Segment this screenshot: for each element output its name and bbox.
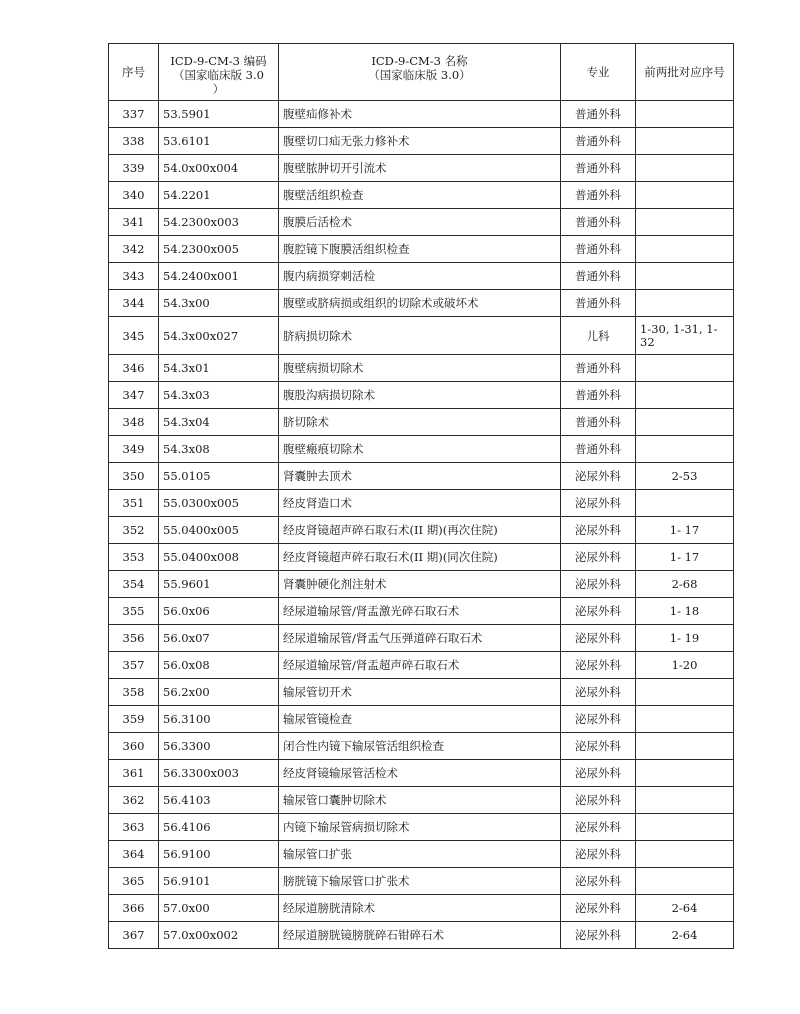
row-number: 353 [109,544,159,571]
previous-batch-ref [636,101,734,128]
previous-batch-ref [636,355,734,382]
row-number: 340 [109,182,159,209]
procedure-name: 输尿管切开术 [279,679,561,706]
table-row [109,317,734,355]
procedure-name: 腹壁病损切除术 [279,355,561,382]
table-row [109,263,734,290]
previous-batch-ref [636,814,734,841]
procedure-name: 经尿道输尿管/肾盂超声碎石取石术 [279,652,561,679]
icd-code: 53.5901 [159,101,279,128]
previous-batch-ref [636,841,734,868]
header-code-line2: （国家临床版 3.0 [173,68,264,82]
previous-batch-ref: 1- 17 [636,544,734,571]
row-number: 337 [109,101,159,128]
icd-code: 55.0300x005 [159,490,279,517]
specialty: 泌尿外科 [561,733,636,760]
table-row [109,760,734,787]
icd-code: 54.2300x005 [159,236,279,263]
previous-batch-ref: 1- 19 [636,625,734,652]
row-number: 347 [109,382,159,409]
specialty: 普通外科 [561,290,636,317]
row-number: 360 [109,733,159,760]
row-number: 358 [109,679,159,706]
row-number: 348 [109,409,159,436]
icd-code: 54.3x03 [159,382,279,409]
row-number: 355 [109,598,159,625]
procedure-name: 输尿管镜检查 [279,706,561,733]
icd-code: 56.4106 [159,814,279,841]
table-row [109,841,734,868]
procedure-table [108,43,734,949]
table-row [109,895,734,922]
table-row [109,652,734,679]
icd-code: 56.0x07 [159,625,279,652]
row-number: 352 [109,517,159,544]
procedure-name: 肾囊肿去顶术 [279,463,561,490]
header-name-line1: ICD-9-CM-3 名称 [371,54,468,68]
specialty: 普通外科 [561,436,636,463]
icd-code: 56.0x06 [159,598,279,625]
specialty: 泌尿外科 [561,922,636,949]
icd-code: 56.3100 [159,706,279,733]
specialty: 儿科 [561,317,636,355]
previous-batch-ref [636,209,734,236]
procedure-name: 腹腔镜下腹膜活组织检查 [279,236,561,263]
header-name-line2: （国家临床版 3.0） [368,68,471,82]
table-row [109,463,734,490]
previous-batch-ref [636,236,734,263]
specialty: 普通外科 [561,182,636,209]
specialty: 普通外科 [561,263,636,290]
specialty: 泌尿外科 [561,517,636,544]
table-row [109,922,734,949]
procedure-name: 腹壁活组织检查 [279,182,561,209]
previous-batch-ref [636,436,734,463]
specialty: 普通外科 [561,382,636,409]
icd-code: 54.0x00x004 [159,155,279,182]
previous-batch-ref [636,490,734,517]
row-number: 365 [109,868,159,895]
previous-batch-ref: 1-30, 1-31, 1-32 [636,317,734,355]
header-code-line3: ） [212,82,225,96]
specialty: 泌尿外科 [561,625,636,652]
row-number: 357 [109,652,159,679]
specialty: 泌尿外科 [561,868,636,895]
table-row [109,544,734,571]
icd-code: 54.3x01 [159,355,279,382]
previous-batch-ref [636,155,734,182]
specialty: 普通外科 [561,155,636,182]
previous-batch-ref [636,409,734,436]
icd-code: 55.9601 [159,571,279,598]
table-row [109,209,734,236]
icd-code: 56.0x08 [159,652,279,679]
table-row [109,517,734,544]
specialty: 泌尿外科 [561,544,636,571]
specialty: 泌尿外科 [561,490,636,517]
procedure-name: 腹膜后活检术 [279,209,561,236]
procedure-name: 经尿道膀胱清除术 [279,895,561,922]
icd-code: 54.2201 [159,182,279,209]
icd-code: 57.0x00x002 [159,922,279,949]
icd-code: 55.0105 [159,463,279,490]
icd-code: 54.3x08 [159,436,279,463]
table-row [109,182,734,209]
row-number: 359 [109,706,159,733]
row-number: 351 [109,490,159,517]
row-number: 367 [109,922,159,949]
previous-batch-ref [636,679,734,706]
table-row [109,290,734,317]
specialty: 普通外科 [561,128,636,155]
previous-batch-ref: 1-20 [636,652,734,679]
table-row [109,155,734,182]
row-number: 345 [109,317,159,355]
header-no: 序号 [109,44,159,101]
procedure-name: 腹壁疝修补术 [279,101,561,128]
table-row [109,706,734,733]
specialty: 普通外科 [561,409,636,436]
table-body [109,101,734,949]
row-number: 339 [109,155,159,182]
procedure-name: 脐切除术 [279,409,561,436]
header-prev: 前两批对应序号 [636,44,734,101]
specialty: 泌尿外科 [561,598,636,625]
previous-batch-ref [636,128,734,155]
row-number: 341 [109,209,159,236]
specialty: 泌尿外科 [561,814,636,841]
specialty: 泌尿外科 [561,787,636,814]
row-number: 361 [109,760,159,787]
procedure-name: 腹内病损穿刺活检 [279,263,561,290]
row-number: 366 [109,895,159,922]
table-row [109,236,734,263]
row-number: 356 [109,625,159,652]
specialty: 泌尿外科 [561,706,636,733]
procedure-name: 经尿道膀胱镜膀胱碎石钳碎石术 [279,922,561,949]
procedure-name: 经尿道输尿管/肾盂激光碎石取石术 [279,598,561,625]
table-row [109,787,734,814]
row-number: 344 [109,290,159,317]
procedure-name: 经皮肾镜超声碎石取石术(II 期)(同次住院) [279,544,561,571]
icd-code: 54.2400x001 [159,263,279,290]
previous-batch-ref: 2-64 [636,922,734,949]
row-number: 342 [109,236,159,263]
procedure-name: 输尿管口囊肿切除术 [279,787,561,814]
previous-batch-ref: 1- 17 [636,517,734,544]
previous-batch-ref: 2-64 [636,895,734,922]
row-number: 338 [109,128,159,155]
header-row [109,44,734,101]
previous-batch-ref [636,733,734,760]
table-row [109,598,734,625]
previous-batch-ref: 2-68 [636,571,734,598]
specialty: 普通外科 [561,209,636,236]
specialty: 泌尿外科 [561,571,636,598]
row-number: 350 [109,463,159,490]
previous-batch-ref: 1- 18 [636,598,734,625]
procedure-name: 腹股沟病损切除术 [279,382,561,409]
table-row [109,733,734,760]
table-row [109,490,734,517]
procedure-name: 膀胱镜下输尿管口扩张术 [279,868,561,895]
header-code [159,44,279,101]
icd-code: 54.3x00x027 [159,317,279,355]
icd-code: 56.2x00 [159,679,279,706]
procedure-name: 腹壁脓肿切开引流术 [279,155,561,182]
specialty: 普通外科 [561,101,636,128]
procedure-name: 腹壁切口疝无张力修补术 [279,128,561,155]
icd-code: 54.3x04 [159,409,279,436]
row-number: 343 [109,263,159,290]
specialty: 泌尿外科 [561,463,636,490]
icd-code: 53.6101 [159,128,279,155]
header-specialty: 专业 [561,44,636,101]
procedure-name: 闭合性内镜下输尿管活组织检查 [279,733,561,760]
table-row [109,436,734,463]
specialty: 普通外科 [561,355,636,382]
icd-code: 54.3x00 [159,290,279,317]
procedure-name: 肾囊肿硬化剂注射术 [279,571,561,598]
procedure-name: 经尿道输尿管/肾盂气压弹道碎石取石术 [279,625,561,652]
procedure-table-page [108,43,733,949]
procedure-name: 经皮肾镜超声碎石取石术(II 期)(再次住院) [279,517,561,544]
icd-code: 55.0400x008 [159,544,279,571]
icd-code: 57.0x00 [159,895,279,922]
table-row [109,868,734,895]
table-row [109,382,734,409]
procedure-name: 输尿管口扩张 [279,841,561,868]
header-name [279,44,561,101]
table-row [109,571,734,598]
table-row [109,128,734,155]
table-row [109,814,734,841]
icd-code: 56.3300 [159,733,279,760]
table-row [109,679,734,706]
header-code-line1: ICD-9-CM-3 编码 [170,54,267,68]
specialty: 泌尿外科 [561,841,636,868]
specialty: 泌尿外科 [561,652,636,679]
icd-code: 55.0400x005 [159,517,279,544]
icd-code: 56.9100 [159,841,279,868]
icd-code: 54.2300x003 [159,209,279,236]
specialty: 泌尿外科 [561,895,636,922]
table-row [109,355,734,382]
row-number: 354 [109,571,159,598]
previous-batch-ref [636,182,734,209]
icd-code: 56.3300x003 [159,760,279,787]
row-number: 346 [109,355,159,382]
procedure-name: 脐病损切除术 [279,317,561,355]
row-number: 364 [109,841,159,868]
previous-batch-ref [636,760,734,787]
procedure-name: 经皮肾镜输尿管活检术 [279,760,561,787]
icd-code: 56.4103 [159,787,279,814]
procedure-name: 经皮肾造口术 [279,490,561,517]
row-number: 362 [109,787,159,814]
table-row [109,625,734,652]
icd-code: 56.9101 [159,868,279,895]
row-number: 349 [109,436,159,463]
specialty: 普通外科 [561,236,636,263]
previous-batch-ref [636,290,734,317]
procedure-name: 腹壁瘢痕切除术 [279,436,561,463]
table-row [109,101,734,128]
previous-batch-ref [636,382,734,409]
previous-batch-ref: 2-53 [636,463,734,490]
previous-batch-ref [636,868,734,895]
specialty: 泌尿外科 [561,679,636,706]
procedure-name: 腹壁或脐病损或组织的切除术或破坏术 [279,290,561,317]
row-number: 363 [109,814,159,841]
procedure-name: 内镜下输尿管病损切除术 [279,814,561,841]
previous-batch-ref [636,706,734,733]
previous-batch-ref [636,787,734,814]
specialty: 泌尿外科 [561,760,636,787]
previous-batch-ref [636,263,734,290]
table-row [109,409,734,436]
table-header [109,44,734,101]
